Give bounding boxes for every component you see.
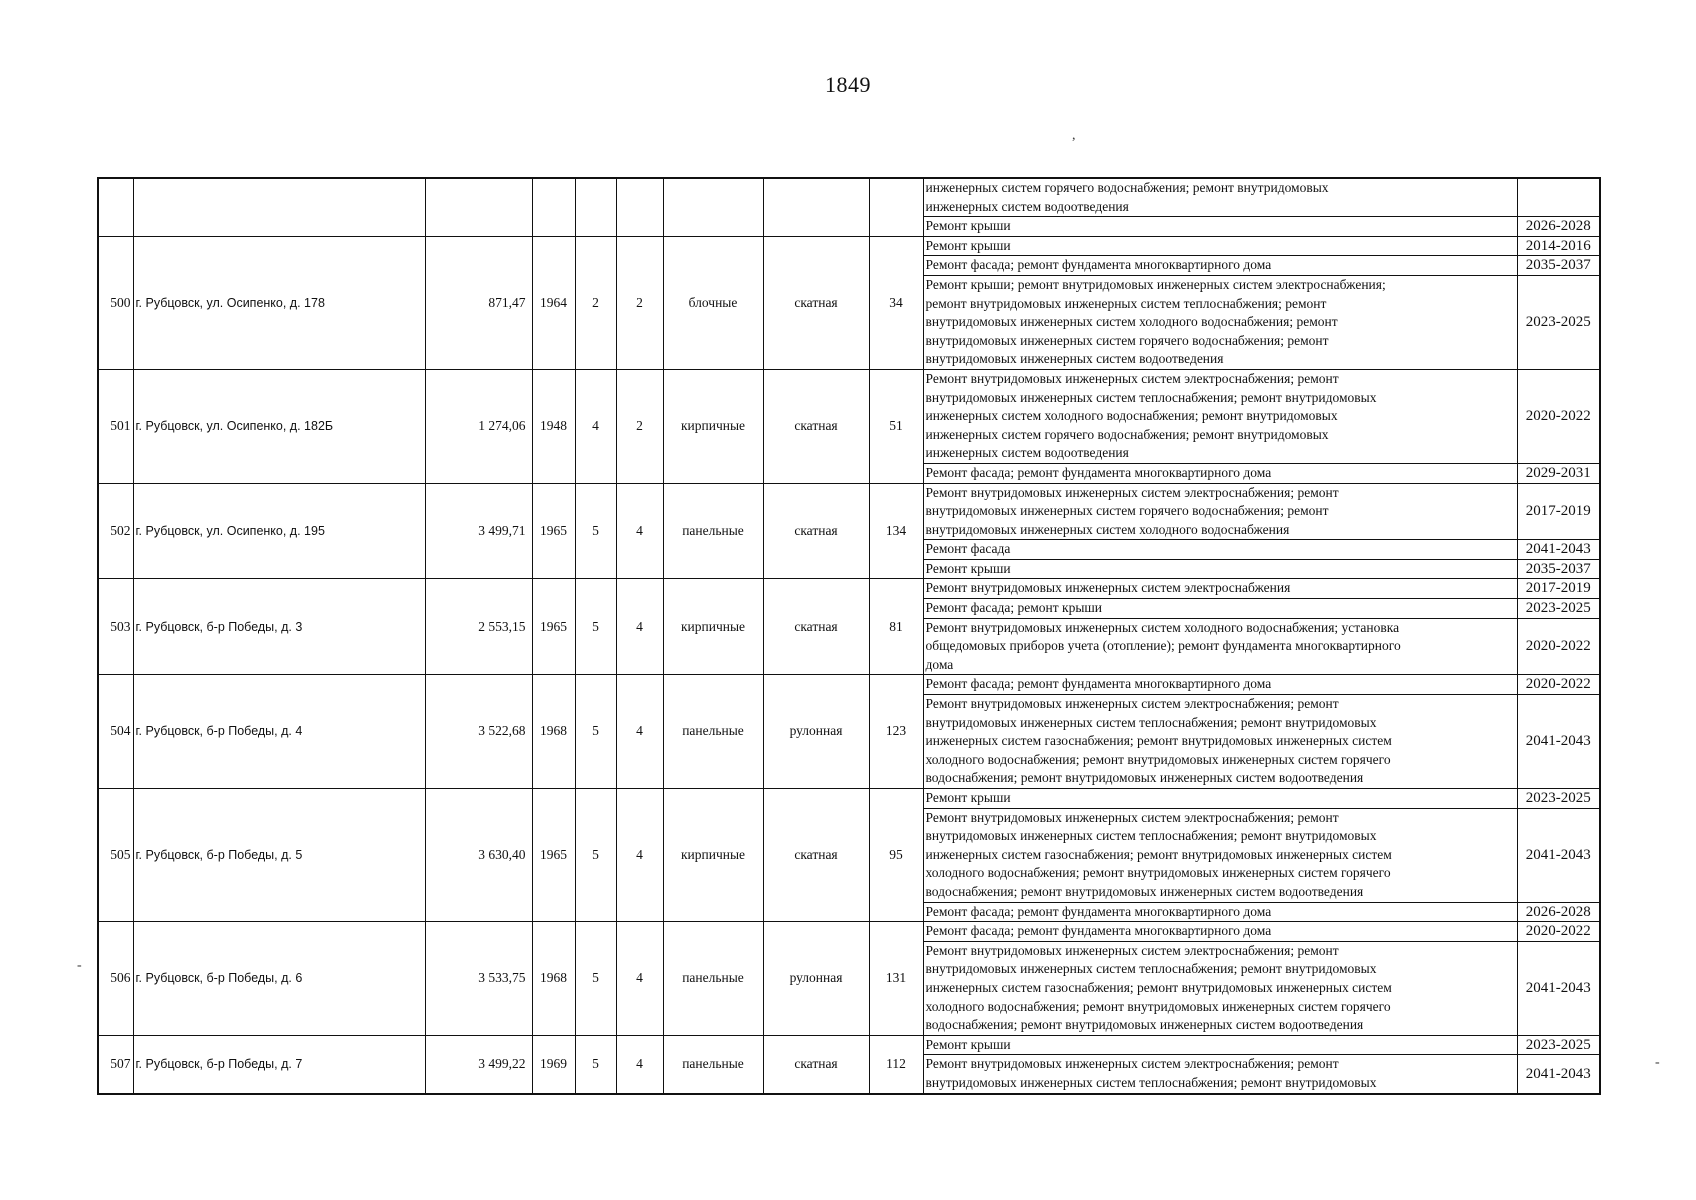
work-period — [1517, 178, 1600, 217]
entrances-count: 4 — [616, 579, 663, 675]
work-description — [923, 808, 1517, 902]
table-row — [98, 789, 1600, 809]
work-line: внутридомовых инженерных систем теплоснабжения; ремонт внутридомовых — [925, 714, 1377, 730]
building-address: г. Рубцовск, б-р Победы, д. 7 — [133, 1035, 425, 1093]
empty-cell — [869, 178, 923, 236]
work-period: 2026-2028 — [1517, 217, 1600, 237]
entrances-count: 2 — [616, 369, 663, 483]
work-line: инженерных систем водоотведения — [925, 445, 1129, 461]
total-area: 1 274,06 — [425, 369, 532, 483]
build-year: 1968 — [532, 922, 575, 1036]
work-line: Ремонт крыши — [925, 790, 1011, 805]
empty-cell — [616, 178, 663, 236]
work-period: 2017-2019 — [1517, 483, 1600, 540]
work-period: 2041-2043 — [1517, 540, 1600, 560]
entrances-count: 2 — [616, 236, 663, 369]
wall-material: панельные — [663, 1035, 763, 1093]
work-description — [923, 369, 1517, 463]
work-description — [923, 275, 1517, 369]
work-line: Ремонт внутридомовых инженерных систем холодного водоснабжения; установка — [925, 619, 1400, 635]
work-description — [923, 675, 1517, 695]
work-description — [923, 902, 1517, 922]
table-row — [98, 675, 1600, 695]
wall-material: кирпичные — [663, 789, 763, 922]
build-year: 1948 — [532, 369, 575, 483]
roof-type: рулонная — [763, 675, 869, 789]
roof-type: рулонная — [763, 922, 869, 1036]
work-period: 2020-2022 — [1517, 922, 1600, 942]
work-line: холодного водоснабжения; ремонт внутридомовых инженерных систем горячего — [925, 865, 1391, 881]
work-period: 2023-2025 — [1517, 275, 1600, 369]
floors-count: 5 — [575, 579, 616, 675]
residents-count: 51 — [869, 369, 923, 483]
work-description — [923, 540, 1517, 560]
work-line: водоснабжения; ремонт внутридомовых инженерных систем водоотведения — [925, 883, 1364, 899]
empty-cell — [763, 178, 869, 236]
roof-type: скатная — [763, 483, 869, 579]
work-line: внутридомовых инженерных систем холодного водоснабжения — [925, 521, 1290, 537]
build-year: 1964 — [532, 236, 575, 369]
wall-material: кирпичные — [663, 369, 763, 483]
empty-cell — [133, 178, 425, 236]
build-year: 1969 — [532, 1035, 575, 1093]
roof-type: скатная — [763, 789, 869, 922]
floors-count: 4 — [575, 369, 616, 483]
work-line: внутридомовых инженерных систем теплоснабжения; ремонт внутридомовых — [925, 828, 1377, 844]
floors-count: 2 — [575, 236, 616, 369]
work-period: 2023-2025 — [1517, 789, 1600, 809]
work-line: инженерных систем горячего водоснабжения; ремонт внутридомовых — [925, 180, 1329, 195]
empty-cell — [425, 178, 532, 236]
building-number: 501 — [98, 369, 133, 483]
work-line: инженерных систем газоснабжения; ремонт внутридомовых инженерных систем — [925, 846, 1392, 862]
work-description — [923, 178, 1517, 217]
work-description — [923, 1035, 1517, 1055]
work-line: Ремонт фасада; ремонт фундамента многоквартирного дома — [925, 923, 1272, 939]
work-line: внутридомовых инженерных систем теплоснабжения; ремонт внутридомовых — [925, 389, 1377, 405]
work-line: холодного водоснабжения; ремонт внутридомовых инженерных систем горячего — [925, 998, 1391, 1014]
work-period: 2020-2022 — [1517, 675, 1600, 695]
table-row — [98, 236, 1600, 256]
work-period: 2029-2031 — [1517, 463, 1600, 483]
roof-type: скатная — [763, 1035, 869, 1093]
residents-count: 123 — [869, 675, 923, 789]
work-line: внутридомовых инженерных систем холодного водоснабжения; ремонт — [925, 314, 1338, 330]
work-description — [923, 463, 1517, 483]
work-line: ремонт внутридомовых инженерных систем теплоснабжения; ремонт — [925, 295, 1327, 311]
work-line: общедомовых приборов учета (отопление); ремонт фундамента многоквартирного — [925, 638, 1401, 654]
total-area: 3 630,40 — [425, 789, 532, 922]
roof-type: скатная — [763, 579, 869, 675]
work-period: 2023-2025 — [1517, 1035, 1600, 1055]
work-line: внутридомовых инженерных систем горячего водоснабжения; ремонт — [925, 332, 1329, 348]
building-address: г. Рубцовск, ул. Осипенко, д. 195 — [133, 483, 425, 579]
work-description — [923, 695, 1517, 789]
work-period: 2041-2043 — [1517, 808, 1600, 902]
building-address: г. Рубцовск, ул. Осипенко, д. 182Б — [133, 369, 425, 483]
building-address: г. Рубцовск, б-р Победы, д. 3 — [133, 579, 425, 675]
residents-count: 81 — [869, 579, 923, 675]
work-line: внутридомовых инженерных систем теплоснабжения; ремонт внутридомовых — [925, 1074, 1377, 1090]
wall-material: панельные — [663, 922, 763, 1036]
floors-count: 5 — [575, 483, 616, 579]
wall-material: блочные — [663, 236, 763, 369]
work-description — [923, 217, 1517, 237]
work-line: инженерных систем газоснабжения; ремонт внутридомовых инженерных систем — [925, 979, 1392, 995]
work-description — [923, 559, 1517, 579]
total-area: 3 499,22 — [425, 1035, 532, 1093]
work-period: 2023-2025 — [1517, 599, 1600, 619]
residents-count: 95 — [869, 789, 923, 922]
floors-count: 5 — [575, 789, 616, 922]
scan-mark: - — [77, 958, 82, 973]
work-description — [923, 1055, 1517, 1094]
work-line: Ремонт внутридомовых инженерных систем электроснабжения; ремонт — [925, 1056, 1339, 1072]
work-description — [923, 236, 1517, 256]
work-line: Ремонт крыши — [925, 560, 1011, 576]
entrances-count: 4 — [616, 922, 663, 1036]
building-address: г. Рубцовск, б-р Победы, д. 5 — [133, 789, 425, 922]
floors-count: 5 — [575, 675, 616, 789]
work-line: Ремонт внутридомовых инженерных систем электроснабжения; ремонт — [925, 696, 1339, 712]
building-address: г. Рубцовск, б-р Победы, д. 4 — [133, 675, 425, 789]
work-line: инженерных систем холодного водоснабжения; ремонт внутридомовых — [925, 408, 1338, 424]
build-year: 1965 — [532, 483, 575, 579]
work-line: Ремонт внутридомовых инженерных систем электроснабжения; ремонт — [925, 809, 1339, 825]
work-period: 2014-2016 — [1517, 236, 1600, 256]
work-line: холодного водоснабжения; ремонт внутридомовых инженерных систем горячего — [925, 751, 1391, 767]
wall-material: кирпичные — [663, 579, 763, 675]
total-area: 3 533,75 — [425, 922, 532, 1036]
work-description — [923, 579, 1517, 599]
work-line: Ремонт фасада; ремонт крыши — [925, 600, 1103, 616]
table-row — [98, 579, 1600, 599]
work-line: инженерных систем водоотведения — [925, 198, 1129, 214]
table-row — [98, 483, 1600, 540]
table-row — [98, 922, 1600, 942]
work-line: Ремонт внутридомовых инженерных систем электроснабжения; ремонт — [925, 484, 1339, 500]
work-description — [923, 483, 1517, 540]
build-year: 1965 — [532, 789, 575, 922]
building-number: 505 — [98, 789, 133, 922]
roof-type: скатная — [763, 369, 869, 483]
floors-count: 5 — [575, 922, 616, 1036]
work-period: 2041-2043 — [1517, 695, 1600, 789]
work-line: внутридомовых инженерных систем горячего водоснабжения; ремонт — [925, 503, 1329, 519]
total-area: 2 553,15 — [425, 579, 532, 675]
scan-mark: - — [1655, 1055, 1660, 1070]
building-address: г. Рубцовск, б-р Победы, д. 6 — [133, 922, 425, 1036]
work-line: Ремонт фасада; ремонт фундамента многоквартирного дома — [925, 257, 1272, 273]
build-year: 1965 — [532, 579, 575, 675]
work-line: Ремонт фасада; ремонт фундамента многоквартирного дома — [925, 464, 1272, 480]
building-number: 506 — [98, 922, 133, 1036]
work-period: 2035-2037 — [1517, 256, 1600, 276]
empty-cell — [532, 178, 575, 236]
total-area: 3 499,71 — [425, 483, 532, 579]
table-row — [98, 178, 1600, 217]
work-line: внутридомовых инженерных систем водоотведения — [925, 351, 1224, 367]
work-line: водоснабжения; ремонт внутридомовых инженерных систем водоотведения — [925, 770, 1364, 786]
total-area: 3 522,68 — [425, 675, 532, 789]
work-line: Ремонт внутридомовых инженерных систем электроснабжения; ремонт — [925, 942, 1339, 958]
work-line: дома — [925, 656, 954, 672]
empty-cell — [575, 178, 616, 236]
wall-material: панельные — [663, 483, 763, 579]
work-line: Ремонт фасада — [925, 541, 1011, 557]
repair-schedule-table — [97, 177, 1601, 1095]
work-line: Ремонт фасада; ремонт фундамента многоквартирного дома — [925, 676, 1272, 692]
wall-material: панельные — [663, 675, 763, 789]
building-address: г. Рубцовск, ул. Осипенко, д. 178 — [133, 236, 425, 369]
empty-cell — [98, 178, 133, 236]
residents-count: 34 — [869, 236, 923, 369]
entrances-count: 4 — [616, 675, 663, 789]
residents-count: 112 — [869, 1035, 923, 1093]
building-number: 500 — [98, 236, 133, 369]
work-line: инженерных систем газоснабжения; ремонт внутридомовых инженерных систем — [925, 733, 1392, 749]
work-period: 2020-2022 — [1517, 369, 1600, 463]
page-number: 1849 — [825, 72, 871, 97]
work-period: 2035-2037 — [1517, 559, 1600, 579]
work-period: 2017-2019 — [1517, 579, 1600, 599]
entrances-count: 4 — [616, 1035, 663, 1093]
work-line: Ремонт фасада; ремонт фундамента многоквартирного дома — [925, 903, 1272, 919]
work-period: 2020-2022 — [1517, 618, 1600, 675]
work-line: инженерных систем горячего водоснабжения; ремонт внутридомовых — [925, 426, 1329, 442]
work-period: 2041-2043 — [1517, 1055, 1600, 1094]
entrances-count: 4 — [616, 483, 663, 579]
work-line: Ремонт крыши — [925, 1036, 1011, 1052]
building-number: 504 — [98, 675, 133, 789]
work-description — [923, 256, 1517, 276]
work-line: Ремонт внутридомовых инженерных систем электроснабжения; ремонт — [925, 370, 1339, 386]
work-period: 2026-2028 — [1517, 902, 1600, 922]
residents-count: 134 — [869, 483, 923, 579]
roof-type: скатная — [763, 236, 869, 369]
entrances-count: 4 — [616, 789, 663, 922]
scan-mark: , — [1072, 128, 1076, 143]
work-description — [923, 922, 1517, 942]
total-area: 871,47 — [425, 236, 532, 369]
work-period: 2041-2043 — [1517, 941, 1600, 1035]
work-line: Ремонт крыши — [925, 237, 1011, 253]
work-description — [923, 941, 1517, 1035]
build-year: 1968 — [532, 675, 575, 789]
floors-count: 5 — [575, 1035, 616, 1093]
work-description — [923, 599, 1517, 619]
work-description — [923, 789, 1517, 809]
work-line: Ремонт крыши — [925, 218, 1011, 234]
building-number: 507 — [98, 1035, 133, 1093]
work-line: Ремонт внутридомовых инженерных систем электроснабжения — [925, 580, 1291, 596]
work-line: Ремонт крыши; ремонт внутридомовых инженерных систем электроснабжения; — [925, 276, 1386, 292]
residents-count: 131 — [869, 922, 923, 1036]
table-row — [98, 1035, 1600, 1055]
work-description — [923, 618, 1517, 675]
work-line: водоснабжения; ремонт внутридомовых инженерных систем водоотведения — [925, 1017, 1364, 1033]
building-number: 503 — [98, 579, 133, 675]
table-row — [98, 369, 1600, 463]
work-line: внутридомовых инженерных систем теплоснабжения; ремонт внутридомовых — [925, 961, 1377, 977]
building-number: 502 — [98, 483, 133, 579]
empty-cell — [663, 178, 763, 236]
